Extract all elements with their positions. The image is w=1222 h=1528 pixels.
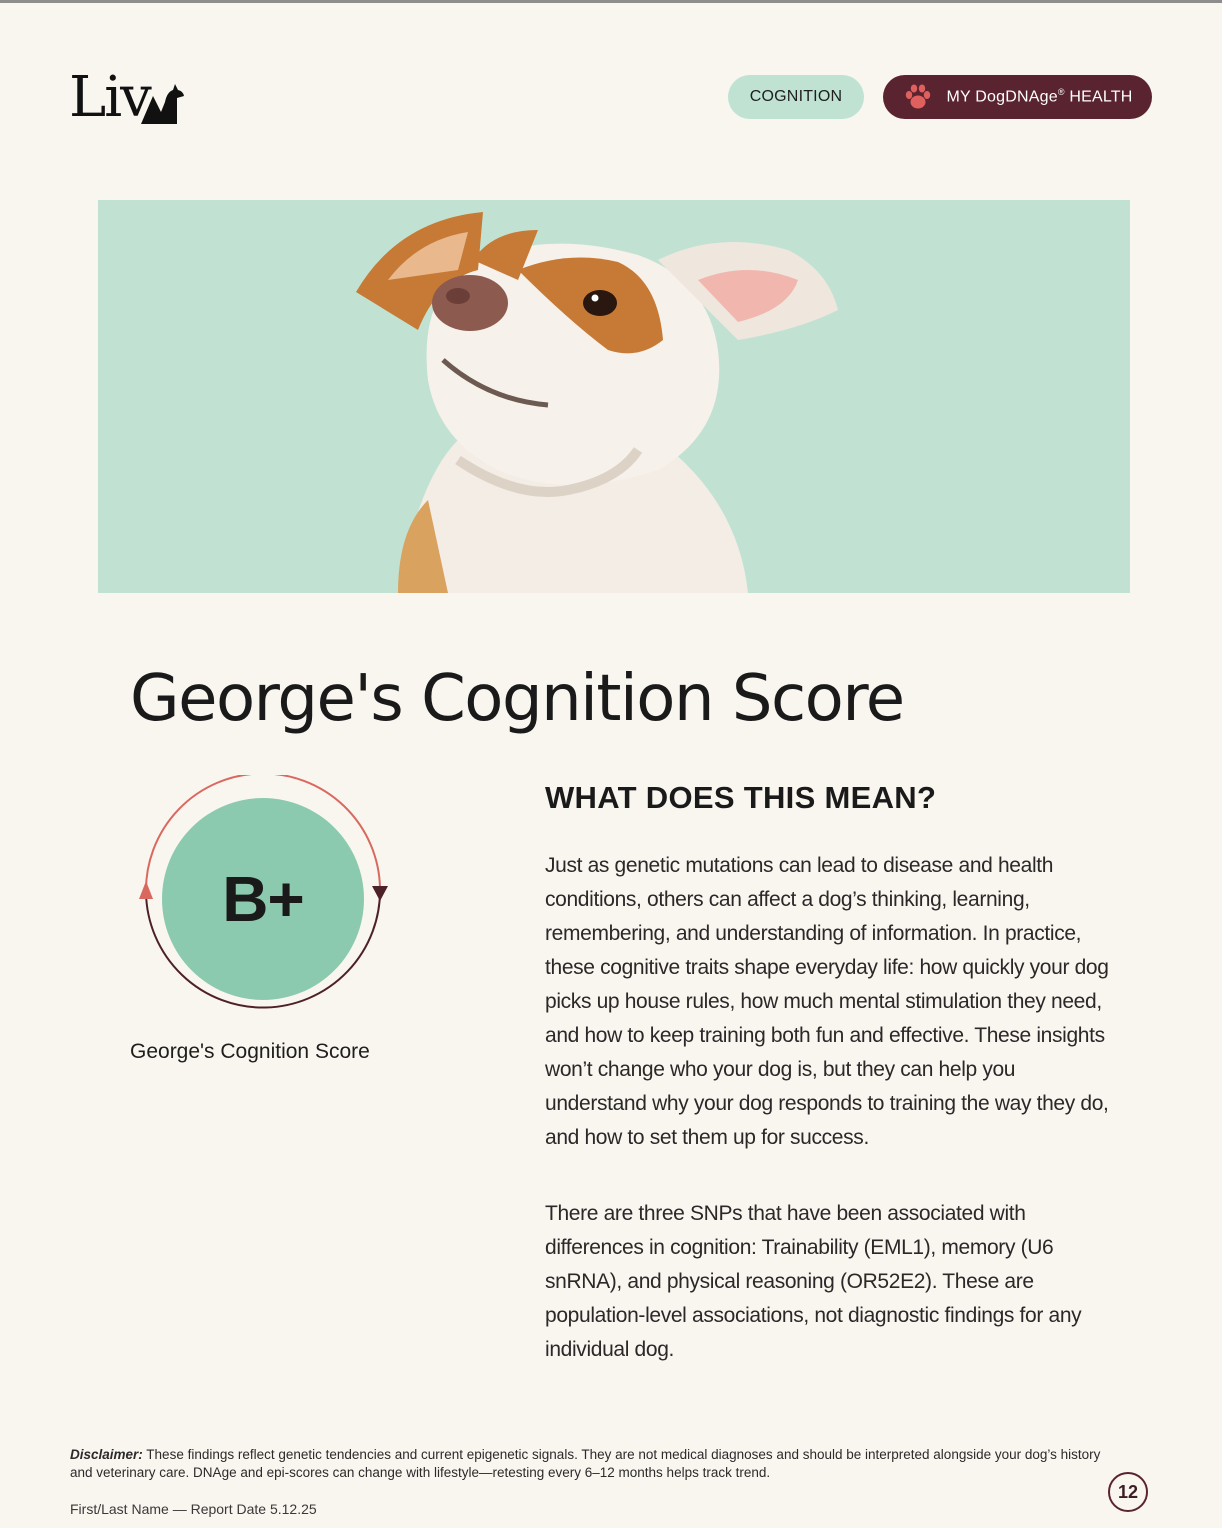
paw-icon — [903, 83, 933, 111]
cognition-tab[interactable] — [728, 75, 864, 119]
page-title: George's Cognition Score — [130, 662, 904, 736]
logo-wordmark: Liv — [69, 65, 150, 130]
report-name-date: First/Last Name — Report Date 5.12.25 — [70, 1501, 317, 1517]
my-dogdnage-health-button[interactable] — [883, 75, 1152, 119]
disclaimer — [70, 1446, 1110, 1482]
top-border — [0, 0, 1222, 3]
cognition-tab-label: COGNITION — [749, 88, 843, 105]
health-button-label: MY DogDNAge® HEALTH — [946, 87, 1133, 106]
arrow-down-icon — [372, 886, 388, 901]
explanation-paragraph-1: Just as genetic mutations can lead to disease and health conditions, others can affect a dog’s thinking, learning, remembering, and understanding of information. In practice, these cognitive traits shape everyday life: how quickly your dog picks up house rules, how much mental stimulation they need, and how to keep training both fun and effective. These insights won’t change who your dog is, but they can help you understand why your dog responds to training the way they do, and how to set them up for success. — [545, 854, 1109, 1149]
dog-photo — [98, 200, 1130, 593]
dog-silhouette-icon — [139, 82, 185, 126]
disclaimer-label: Disclaimer: — [70, 1447, 143, 1462]
score-grade: B+ — [222, 863, 304, 935]
score-caption: George's Cognition Score — [130, 1040, 370, 1063]
disclaimer-text: These findings reflect genetic tendencies and current epigenetic signals. They are not medical diagnoses and should be interpreted alongside your dog’s history and veterinary care. DNAge and epi-scores can change with lifestyle—retesting every 6–12 months helps track trend. — [70, 1447, 1101, 1480]
hero-banner — [98, 200, 1130, 593]
arrow-up-icon — [139, 881, 153, 899]
page-number: 12 — [1108, 1472, 1148, 1512]
explanation-paragraph-2: There are three SNPs that have been associated with differences in cognition: Trainability (EML1), memory (U6 snRNA), and physical reasoning (OR52E2). These are population-level associations, not diagnostic findings for any individual dog. — [545, 1202, 1082, 1361]
liv-logo[interactable] — [69, 65, 199, 130]
section-heading: WHAT DOES THIS MEAN? — [545, 780, 937, 815]
